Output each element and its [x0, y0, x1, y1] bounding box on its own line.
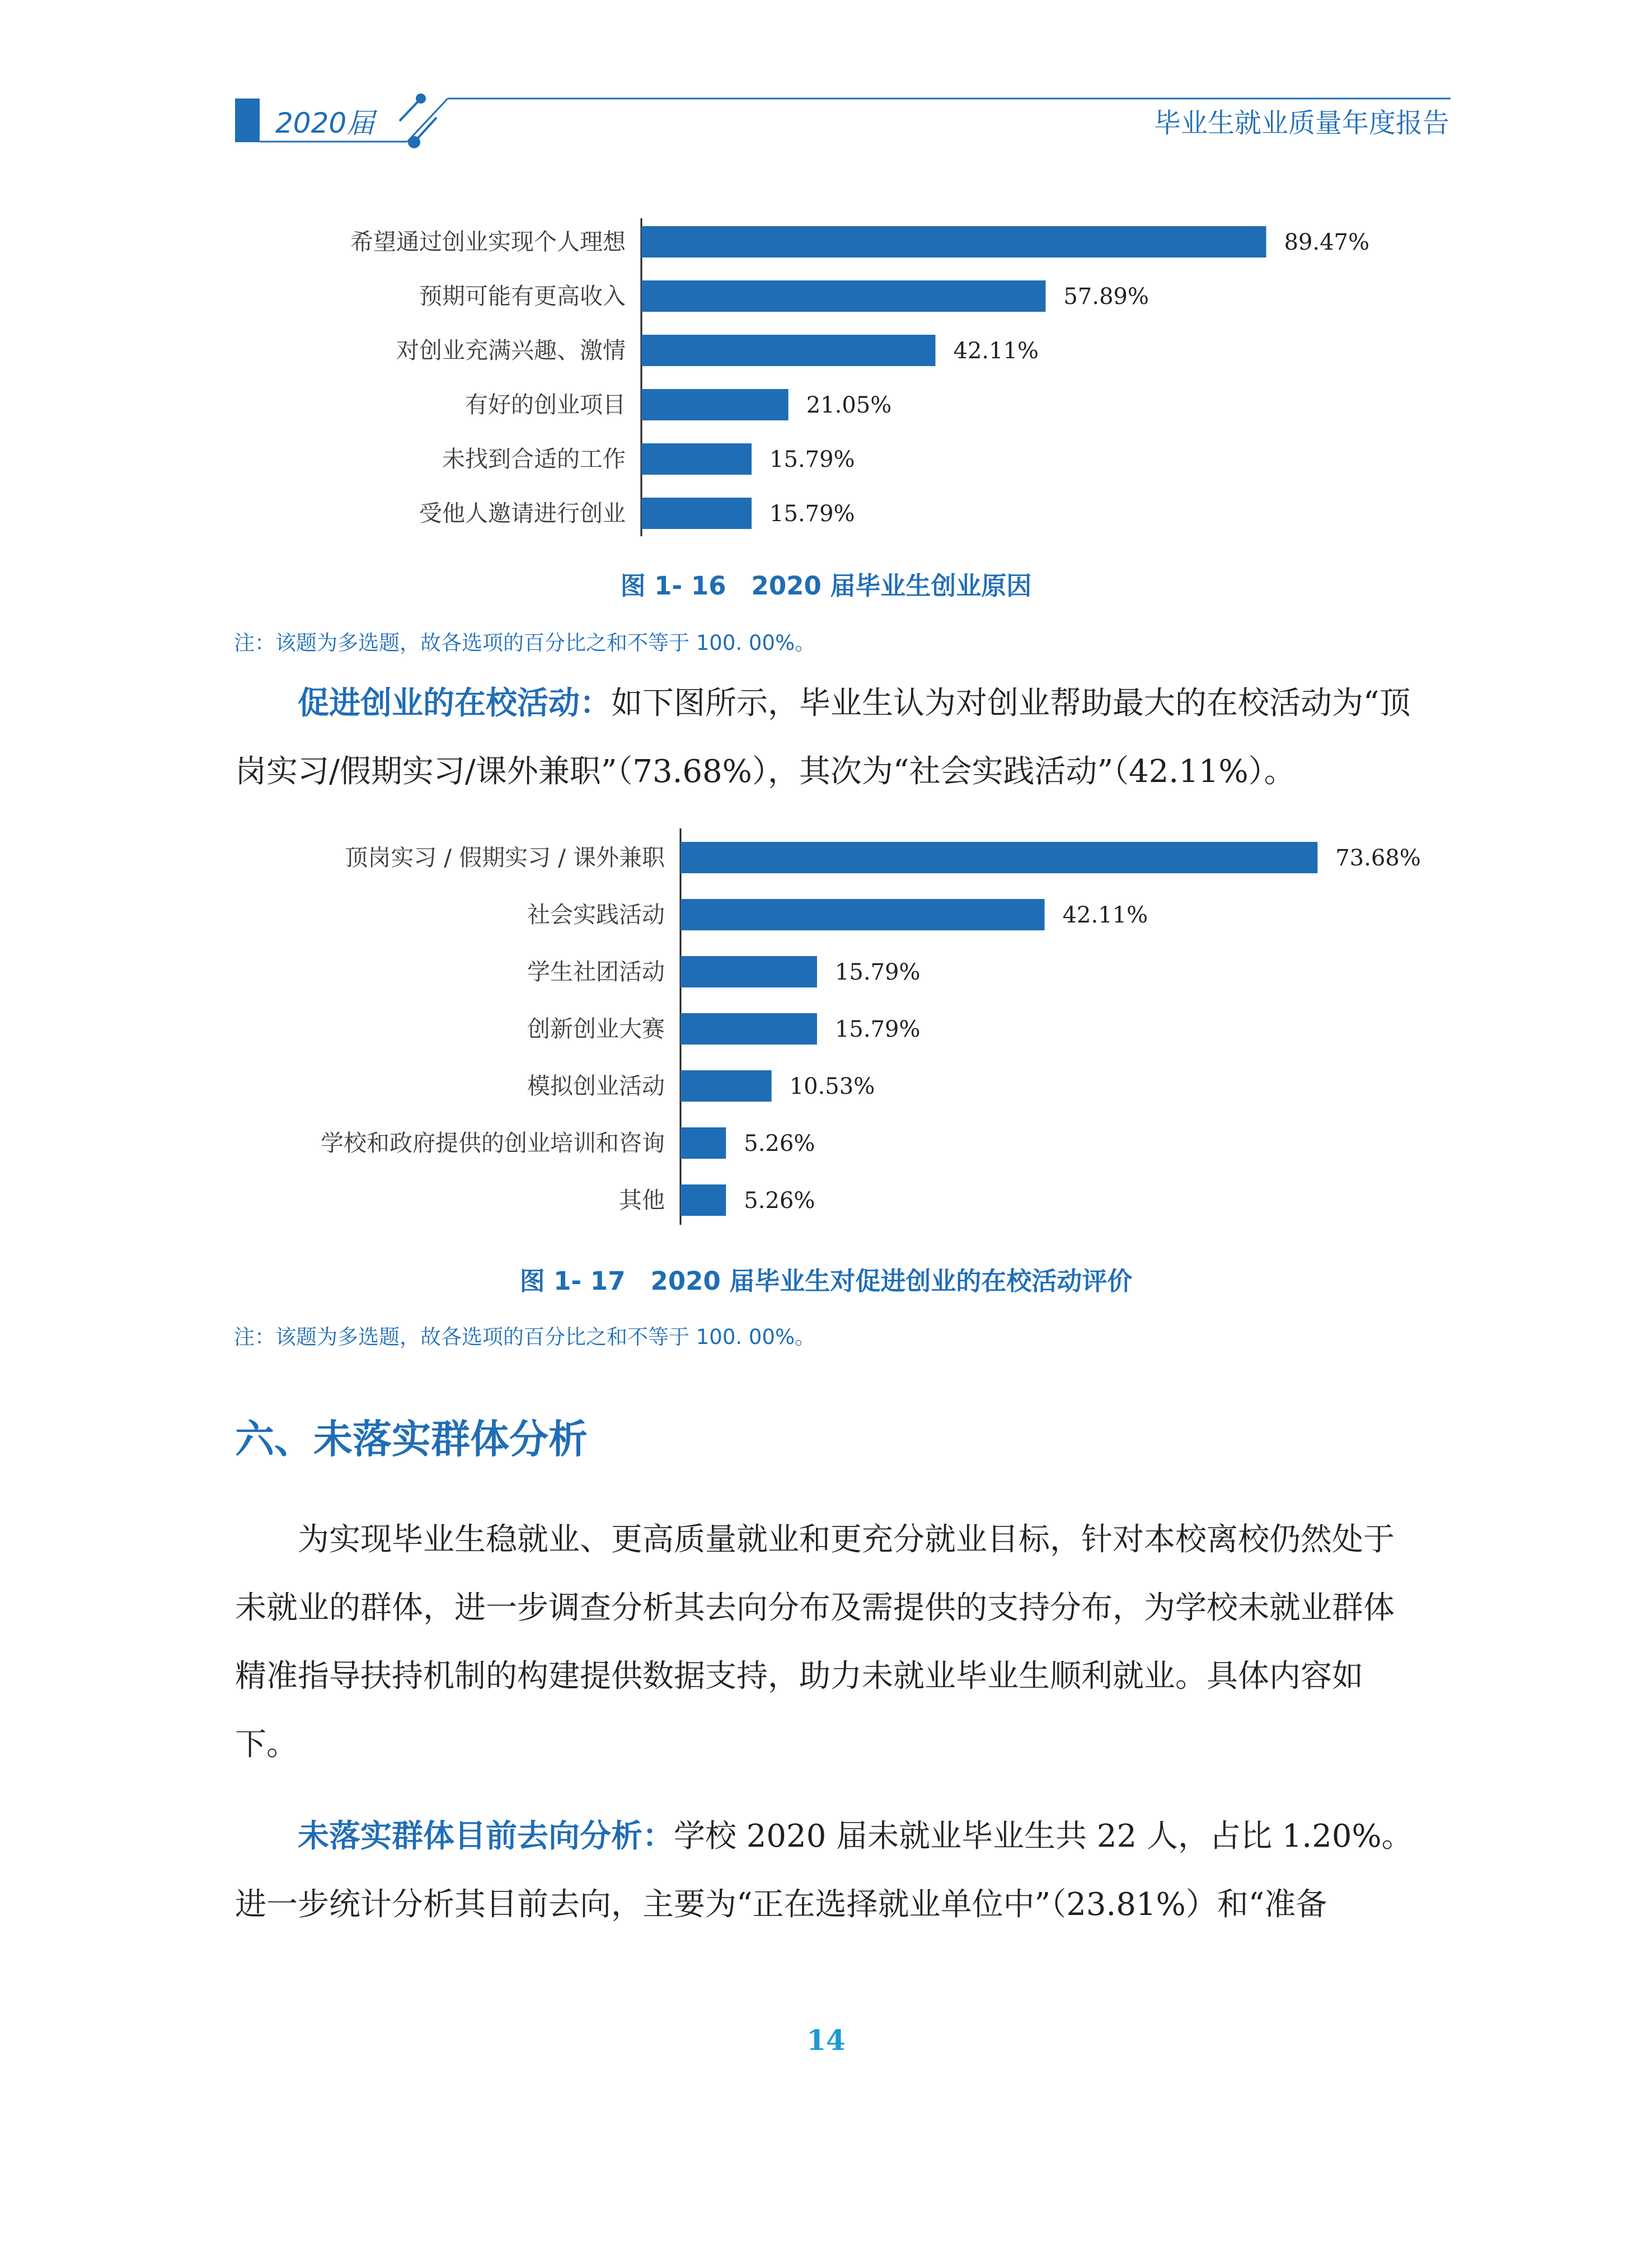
section-paragraph-1: 为实现毕业生稳就业、更高质量就业和更充分就业目标，针对本校离校仍然处于未就业的群体，进一步调查分析其去向分布及需提供的支持分布，为学校未就业群体精准指导扶持机制的构建提供数据支持，助力未就业毕业生顺利就业。具体内容如下。 [235, 1521, 1395, 1763]
bar [680, 1070, 772, 1102]
value-label: 10.53% [789, 1074, 875, 1099]
category-label: 顶岗实习 / 假期实习 / 课外兼职 [345, 844, 665, 871]
value-label: 57.89% [1063, 284, 1149, 310]
value-label: 5.26% [744, 1188, 815, 1214]
bar [680, 899, 1045, 930]
category-label: 预期可能有更高收入 [419, 283, 626, 310]
value-label: 89.47% [1284, 230, 1370, 255]
category-label: 希望通过创业实现个人理想 [350, 228, 626, 255]
header-report-title: 毕业生就业质量年度报告 [1153, 107, 1449, 139]
header-year: 2020届 [275, 107, 375, 139]
bar [680, 842, 1317, 873]
paragraph-lead: 促进创业的在校活动： [298, 685, 611, 722]
value-label: 73.68% [1335, 845, 1421, 871]
value-label: 15.79% [834, 1017, 921, 1042]
figure-caption-1-17: 图 1- 17 2020 届毕业生对促进创业的在校活动评价 [519, 1266, 1133, 1296]
bar [680, 956, 817, 987]
paragraph-lead: 未落实群体目前去向分析： [298, 1818, 674, 1855]
category-label: 有好的创业项目 [465, 391, 626, 418]
bar [680, 1013, 817, 1045]
section-paragraph-2 [235, 1802, 1421, 1939]
section-heading: 六、未落实群体分析 [235, 1416, 588, 1462]
category-label: 其他 [619, 1187, 665, 1214]
paragraph-text: 学校 2020 届未就业毕业生共 22 人，占比 1.20%。进一步统计分析其目前去向，主要为“正在选择就业单位中”（23.81%）和“准备 [235, 1818, 1413, 1923]
category-label: 未找到合适的工作 [442, 446, 626, 472]
value-label: 42.11% [1062, 902, 1148, 928]
category-label: 对创业充满兴趣、激情 [396, 337, 626, 364]
value-label: 42.11% [953, 338, 1039, 364]
value-label: 15.79% [769, 501, 855, 527]
bar [680, 1184, 726, 1216]
figure-caption-1-16: 图 1- 16 2020 届毕业生创业原因 [620, 571, 1032, 601]
bar [680, 1127, 726, 1159]
category-label: 学生社团活动 [527, 958, 665, 985]
category-label: 模拟创业活动 [527, 1073, 665, 1099]
value-label: 21.05% [806, 392, 892, 418]
value-label: 5.26% [744, 1131, 815, 1156]
category-label: 受他人邀请进行创业 [419, 500, 626, 527]
category-label: 创新创业大赛 [527, 1015, 665, 1042]
figure-note-1: 注：该题为多选题，故各选项的百分比之和不等于 100. 00%。 [234, 631, 816, 655]
category-label: 学校和政府提供的创业培训和咨询 [321, 1130, 665, 1156]
figure-note-2: 注：该题为多选题，故各选项的百分比之和不等于 100. 00%。 [234, 1325, 816, 1349]
page-number: 14 [806, 2024, 846, 2057]
value-label: 15.79% [834, 959, 921, 985]
category-label: 社会实践活动 [527, 901, 665, 928]
paragraph-text: 如下图所示，毕业生认为对创业帮助最大的在校活动为“顶岗实习/假期实习/课外兼职”（73.68%），其次为“社会实践活动”（42.11%）。 [235, 685, 1411, 790]
value-label: 15.79% [769, 447, 855, 472]
